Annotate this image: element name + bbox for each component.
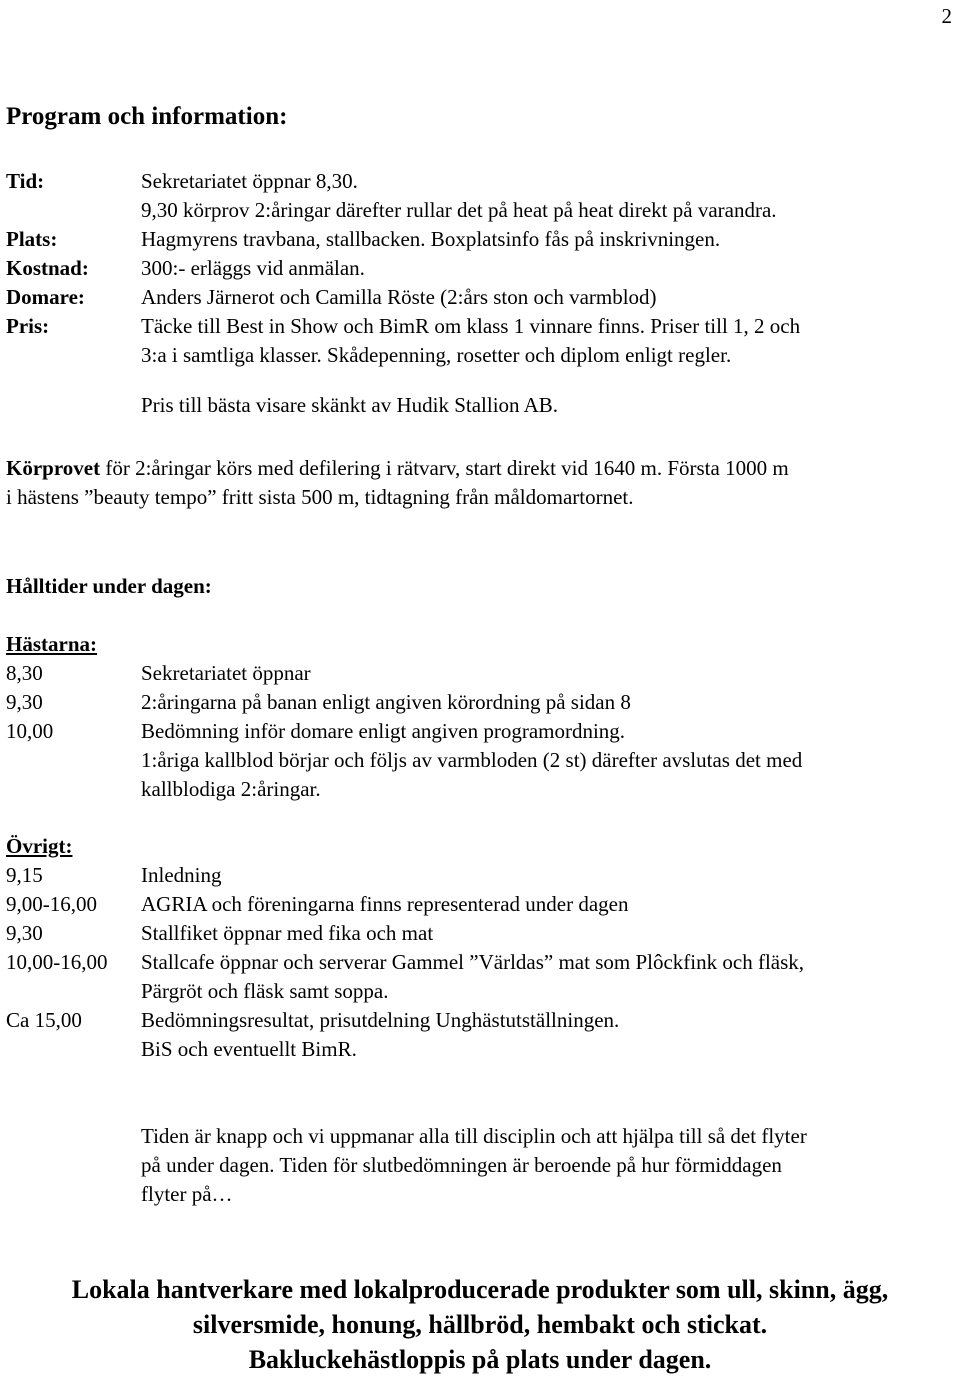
schedule-description: kallblodiga 2:åringar. [141, 777, 321, 801]
schedule-time: 9,15 [6, 863, 43, 887]
schedule-description: Bedömning inför domare enligt angiven programordning. [141, 719, 626, 743]
info-row-domare [6, 283, 946, 312]
note-line: Tiden är knapp och vi uppmanar alla till disciplin och att hjälpa till så det flyter [141, 1124, 807, 1148]
schedule-row [6, 977, 951, 1006]
plats-label: Plats: [6, 227, 58, 251]
schedule-row [6, 861, 951, 890]
schedule-time: 9,30 [6, 690, 43, 714]
schedule-row [6, 717, 951, 746]
schedule-time: 9,00-16,00 [6, 892, 97, 916]
schedule-time: 10,00 [6, 719, 54, 743]
tid-value: Sekretariatet öppnar 8,30. [141, 169, 358, 193]
schedule-row [6, 1035, 951, 1064]
schedule-description: Stallcafe öppnar och serverar Gammel ”Världas” mat som Plôckfink och fläsk, [141, 950, 805, 974]
domare-label: Domare: [6, 285, 85, 309]
kostnad-label: Kostnad: [6, 256, 89, 280]
info-row-kostnad [6, 254, 946, 283]
page-title: Program och information: [6, 103, 288, 130]
schedule-time [6, 746, 141, 775]
info-row-tid [6, 167, 946, 196]
schedule-time [6, 1035, 141, 1064]
plats-value: Hagmyrens travbana, stallbacken. Boxplatsinfo fås på inskrivningen. [141, 227, 721, 251]
schedule-row [6, 688, 951, 717]
schedule-time: 8,30 [6, 661, 43, 685]
schedule-description: AGRIA och föreningarna finns representerad under dagen [141, 892, 629, 916]
schedule-time [6, 775, 141, 804]
schedule-description: 2:åringarna på banan enligt angiven körordning på sidan 8 [141, 690, 631, 714]
korprov-paragraph [6, 454, 951, 512]
hastarna-rows [6, 659, 951, 804]
korprov-text-continued: i hästens ”beauty tempo” fritt sista 500 m, tidtagning från måldomartornet. [6, 485, 634, 509]
info-section [6, 167, 946, 420]
ovrigt-rows [6, 861, 951, 1064]
korprov-text: för 2:åringar körs med defilering i rätvarv, start direkt vid 1640 m. Första 1000 m [100, 456, 789, 480]
schedule-description: Inledning [141, 863, 222, 887]
schedule-time [6, 977, 141, 1006]
info-row-plats [6, 225, 946, 254]
footer-line: silversmide, honung, hällbröd, hembakt och stickat. [192, 1310, 768, 1339]
footer-line: Lokala hantverkare med lokalproducerade produkter som ull, skinn, ägg, [71, 1275, 889, 1304]
schedule-row [6, 919, 951, 948]
tid-value-continued: 9,30 körprov 2:åringar därefter rullar det på heat på heat direkt på varandra. [141, 198, 777, 222]
schedule-description: Pärgröt och fläsk samt soppa. [141, 979, 389, 1003]
schedule-row [6, 746, 951, 775]
page-number: 2 [941, 4, 952, 28]
pris-value: Täcke till Best in Show och BimR om klass 1 vinnare finns. Priser till 1, 2 och [141, 314, 801, 338]
ovrigt-section [6, 832, 951, 1064]
note-line: på under dagen. Tiden för slutbedömningen är beroende på hur förmiddagen [141, 1153, 782, 1177]
schedule-row [6, 659, 951, 688]
tid-label: Tid: [6, 169, 45, 193]
footer-announcement [0, 1272, 960, 1377]
schedule-row [6, 948, 951, 977]
schedule-time: 10,00-16,00 [6, 950, 108, 974]
ovrigt-heading: Övrigt: [6, 834, 73, 858]
note-paragraph [141, 1122, 951, 1209]
schedule-description: Stallfiket öppnar med fika och mat [141, 921, 434, 945]
pris-sponsor: Pris till bästa visare skänkt av Hudik Stallion AB. [141, 393, 559, 417]
pris-value-continued: 3:a i samtliga klasser. Skådepenning, rosetter och diplom enligt regler. [141, 343, 732, 367]
schedule-description: Sekretariatet öppnar [141, 661, 311, 685]
pris-label: Pris: [6, 314, 50, 338]
schedule-description: 1:åriga kallblod börjar och följs av varmbloden (2 st) därefter avslutas det med [141, 748, 803, 772]
hastarna-section [6, 630, 951, 804]
schedule-description: Bedömningsresultat, prisutdelning Unghästutställningen. [141, 1008, 620, 1032]
kostnad-value: 300:- erläggs vid anmälan. [141, 256, 365, 280]
schedule-time: Ca 15,00 [6, 1008, 82, 1032]
footer-line: Bakluckehästloppis på plats under dagen. [248, 1345, 712, 1374]
schedule-row [6, 890, 951, 919]
domare-value: Anders Järnerot och Camilla Röste (2:års ston och varmblod) [141, 285, 657, 309]
note-line: flyter på… [141, 1182, 233, 1206]
schedule-description: BiS och eventuellt BimR. [141, 1037, 357, 1061]
schedule-time: 9,30 [6, 921, 43, 945]
schedule-row [6, 775, 951, 804]
hall-heading: Hålltider under dagen: [6, 574, 212, 598]
hastarna-heading: Hästarna: [6, 632, 97, 656]
info-row-pris [6, 312, 946, 341]
schedule-row [6, 1006, 951, 1035]
korprov-lead: Körprovet [6, 456, 101, 480]
